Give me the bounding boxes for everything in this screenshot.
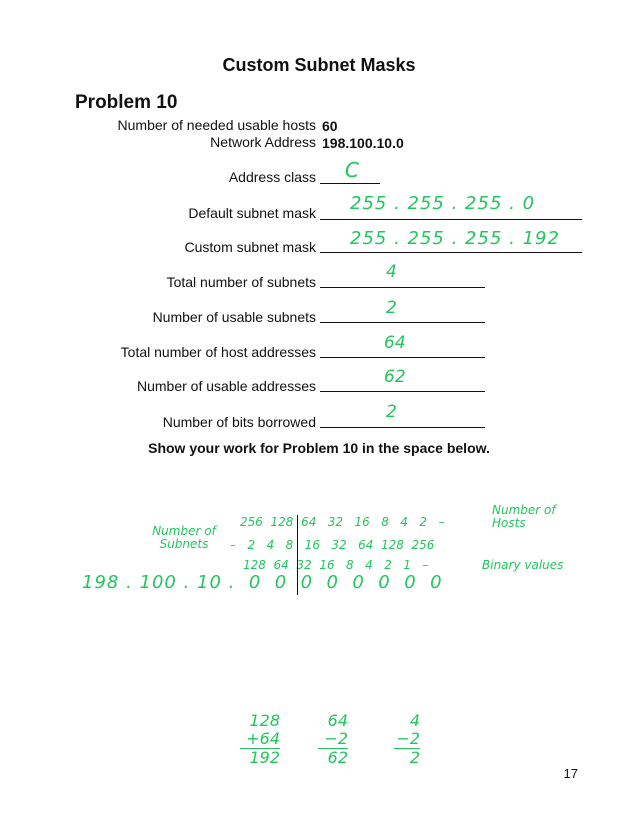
total-subnets-answer: 4 <box>386 262 397 282</box>
default-mask-label: Default subnet mask <box>188 205 316 221</box>
address-class-answer: C <box>345 158 359 182</box>
host-values-row: 256 128 64 32 16 8 4 2 – <box>240 515 445 529</box>
custom-mask-answer: 255 . 255 . 255 . 192 <box>350 228 560 249</box>
custom-mask-line <box>320 252 582 253</box>
bits-borrowed-line <box>320 427 485 428</box>
calc-3-result: 2 <box>409 748 420 767</box>
hosts-label: Number of Hosts <box>492 503 556 530</box>
calc-2-result: 62 <box>327 748 348 767</box>
custom-mask-label: Custom subnet mask <box>184 239 316 255</box>
given-hosts-value: 60 <box>322 118 338 134</box>
calc-3-a: 4 <box>409 711 420 730</box>
subnet-values-row: – 2 4 8 16 32 64 128 256 <box>230 538 435 552</box>
total-subnets-label: Total number of subnets <box>166 274 316 290</box>
usable-subnets-label: Number of usable subnets <box>152 309 316 325</box>
calc-1 <box>240 712 280 767</box>
bits-borrowed-answer: 2 <box>386 402 397 422</box>
calc-1-b: +64 <box>240 730 280 749</box>
total-subnets-line <box>320 287 485 288</box>
calc-2-a: 64 <box>327 711 348 730</box>
page-number: 17 <box>563 766 578 781</box>
given-network-label: Network Address <box>210 134 316 150</box>
problem-heading: Problem 10 <box>75 92 178 113</box>
total-hosts-answer: 64 <box>384 333 406 353</box>
bits-borrowed-label: Number of bits borrowed <box>162 414 316 430</box>
binary-address: 198 . 100 . 10 . 0 0 0 0 0 0 0 0 <box>82 572 443 593</box>
total-hosts-label: Total number of host addresses <box>120 344 316 360</box>
usable-subnets-answer: 2 <box>386 298 397 318</box>
subnets-label: Number of Subnets <box>152 524 216 551</box>
given-hosts-label: Number of needed usable hosts <box>117 117 316 133</box>
address-class-label: Address class <box>228 169 316 185</box>
calc-2-b: −2 <box>318 730 348 749</box>
calc-3 <box>394 712 420 767</box>
calc-1-result: 192 <box>249 748 280 767</box>
usable-subnets-line <box>320 322 485 323</box>
page-title: Custom Subnet Masks <box>222 55 416 75</box>
given-network-value: 198.100.10.0 <box>322 135 404 151</box>
default-mask-line <box>320 219 582 220</box>
calc-1-a: 128 <box>249 711 280 730</box>
work-instruction: Show your work for Problem 10 in the space below. <box>148 440 490 456</box>
usable-addresses-answer: 62 <box>384 367 406 387</box>
usable-addresses-label: Number of usable addresses <box>137 378 316 394</box>
default-mask-answer: 255 . 255 . 255 . 0 <box>350 193 536 214</box>
total-hosts-line <box>320 357 485 358</box>
usable-addresses-line <box>320 391 485 392</box>
address-class-line <box>320 183 380 184</box>
binary-values-row: 128 64 32 16 8 4 2 1 – <box>243 558 429 572</box>
calc-2 <box>318 712 348 767</box>
calc-3-b: −2 <box>394 730 420 749</box>
binary-label: Binary values <box>482 558 564 572</box>
